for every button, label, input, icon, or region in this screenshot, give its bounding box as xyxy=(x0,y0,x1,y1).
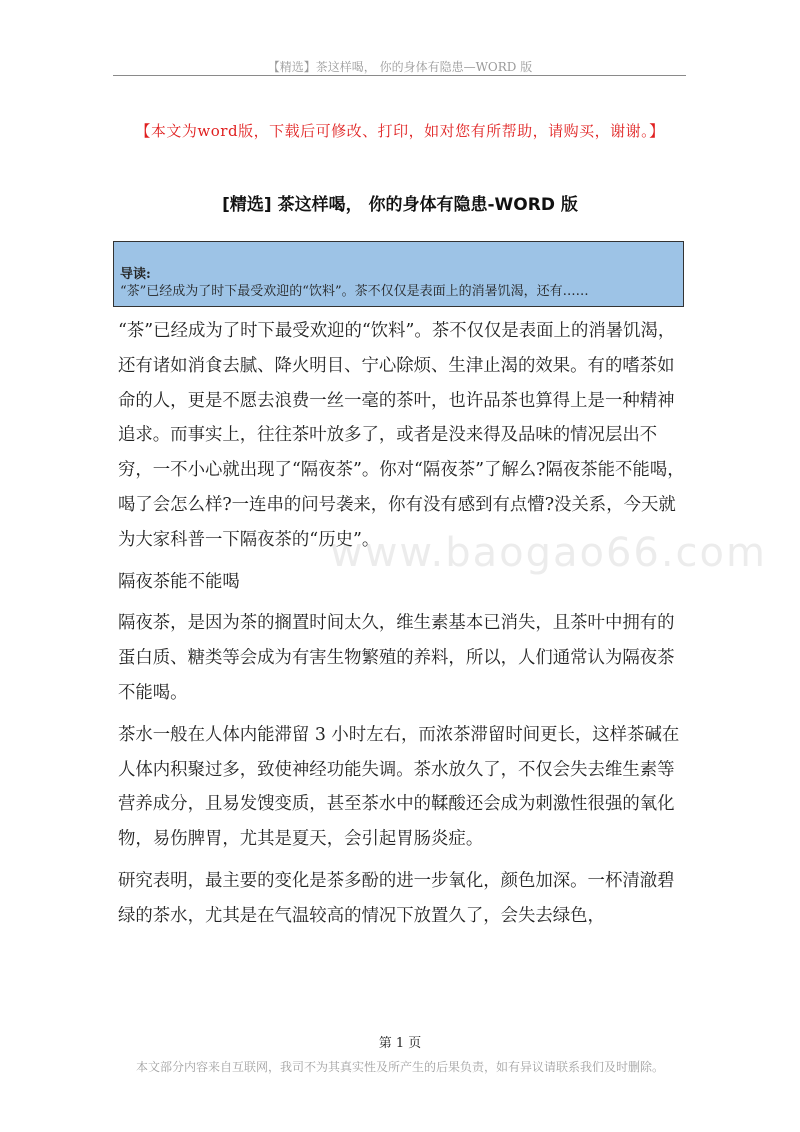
section-heading: 隔夜茶能不能喝 xyxy=(118,571,240,592)
purchase-notice: 【本文为word版，下载后可修改、打印，如对您有所帮助，请购买，谢谢。】 xyxy=(135,122,665,140)
summary-box xyxy=(113,241,684,307)
footer-disclaimer: 本文部分内容来自互联网，我司不为其真实性及所产生的后果负责，如有异议请联系我们及时删除。 xyxy=(135,1060,664,1074)
header-divider xyxy=(113,75,686,76)
paragraph-intro: “茶”已经成为了时下最受欢迎的“饮料”。茶不仅仅是表面上的消暑饥渴，还有诸如消食去腻、降火明目、宁心除烦、生津止渴的效果。有的嗜茶如命的人，更是不愿去浪费一丝一毫的茶叶，也许品茶也算得上是一种精神追求。而事实上，往往茶叶放多了，或者是没来得及品味的情况层出不穷，一不小心就出现了“隔夜茶”。你对“隔夜茶”了解么?隔夜茶能不能喝，喝了会怎么样?一连串的问号袭来，你有没有感到有点懵?没关系，今天就为大家科普一下隔夜茶的“历史”。 xyxy=(118,321,685,550)
document-title: [精选] 茶这样喝， 你的身体有隐患-WORD 版 xyxy=(222,195,578,215)
running-header: 【精选】茶这样喝， 你的身体有隐患—WORD 版 xyxy=(267,60,533,74)
summary-text: “茶”已经成为了时下最受欢迎的“饮料”。茶不仅仅是表面上的消暑饥渴，还有…… xyxy=(120,284,589,299)
paragraph: 茶水一般在人体内能滞留 3 小时左右，而浓茶滞留时间更长，这样茶碱在人体内积聚过多，致使神经功能失调。茶水放久了，不仅会失去维生素等营养成分，且易发馊变质，甚至茶水中的鞣酸还会成为刺激性很强的氧化物，易伤脾胃，尤其是夏天，会引起胃肠炎症。 xyxy=(118,724,680,850)
paragraph: 隔夜茶，是因为茶的搁置时间太久，维生素基本已消失，且茶叶中拥有的蛋白质、糖类等会成为有害生物繁殖的养料，所以，人们通常认为隔夜茶不能喝。 xyxy=(118,613,675,703)
page-number: 第 1 页 xyxy=(378,1036,422,1051)
summary-label: 导读: xyxy=(120,267,151,282)
document-body xyxy=(118,314,690,941)
watermark: www.baogao66.com xyxy=(330,530,767,576)
paragraph: 研究表明，最主要的变化是茶多酚的进一步氧化，颜色加深。一杯清澈碧绿的茶水，尤其是在气温较高的情况下放置久了，会失去绿色， xyxy=(118,870,675,926)
